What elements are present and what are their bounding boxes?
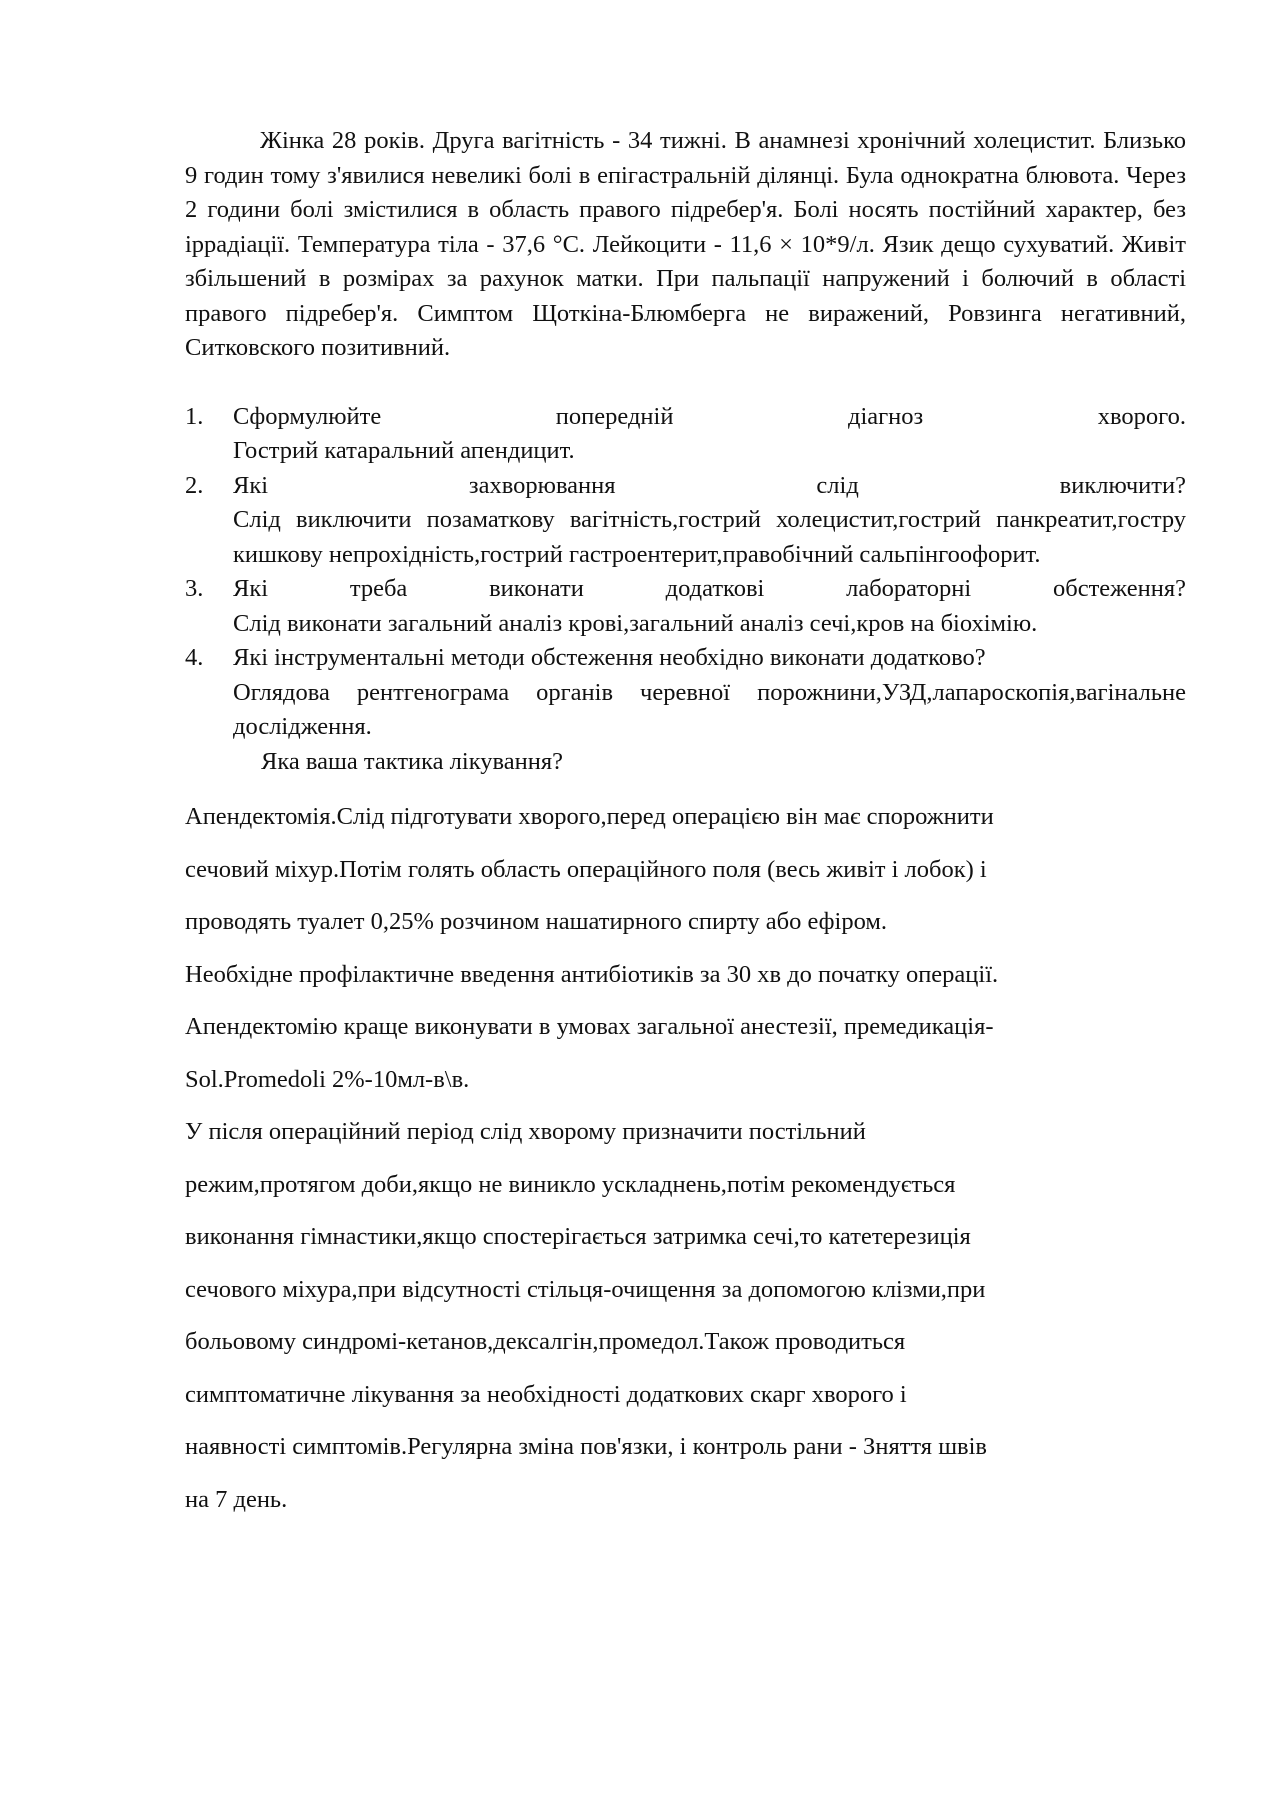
answer-text: Слід виключити позаматкову вагітність,гострий холецистит,гострий панкреатит,гостру кишкову непрохідність,гострий гастроентерит,правобічний сальпінгоофорит. (233, 506, 1186, 568)
question-text: Які захворювання слід виключити? (233, 471, 1186, 499)
question-text: Сформулюйте попередній діагноз хворого. (233, 402, 1186, 430)
treatment-line: на 7 день. (185, 1485, 288, 1513)
list-item (185, 641, 1186, 745)
item-number: 4. (185, 644, 204, 671)
treatment-line: сечовий міхур.Потім голять область операційного поля (весь живіт і лобок) і (185, 855, 987, 883)
treatment-line: Апендектомію краще виконувати в умовах загальної анестезії, премедикація- (185, 1013, 994, 1040)
treatment-line: наявності симптомів.Регулярна зміна пов'язки, і контроль рани - Зняття швів (185, 1433, 988, 1460)
treatment-line: Апендектомія.Слід підготувати хворого,перед операцією він має спорожнити (185, 803, 994, 830)
tactics-question: Яка ваша тактика лікування? (261, 747, 563, 775)
document-page (185, 124, 1186, 1526)
item-number: 1. (185, 402, 204, 430)
list-item (185, 572, 1186, 641)
answer-text: Оглядова рентгенограма органів черевної порожнини,УЗД,лапароскопія,вагінальне дослідження. (233, 678, 1186, 740)
treatment-line: сечового міхура,при відсутності стільця-очищення за допомогою клізми,при (185, 1275, 986, 1303)
treatment-line: Sol.Promedoli 2%-10мл-в\в. (185, 1065, 470, 1093)
treatment-line: режим,протягом доби,якщо не виникло ускладнень,потім рекомендується (185, 1170, 956, 1198)
treatment-line: проводять туалет 0,25% розчином нашатирного спирту або ефіром. (185, 908, 888, 935)
treatment-line: Необхідне профілактичне введення антибіотиків за 30 хв до початку операції. (185, 960, 999, 988)
treatment-plan (185, 791, 1186, 1526)
question-text: Які треба виконати додаткові лабораторні обстеження? (233, 575, 1186, 602)
item-number: 3. (185, 575, 204, 602)
question-text: Які інструментальні методи обстеження необхідно виконати додатково? (233, 644, 986, 671)
treatment-line: У після операційний період слід хворому призначити постільний (185, 1118, 866, 1145)
answer-text: Гострий катаральний апендицит. (233, 437, 575, 464)
answer-text: Слід виконати загальний аналіз крові,загальний аналіз сечі,кров на біохімію. (233, 609, 1038, 637)
list-item (185, 400, 1186, 469)
treatment-line: симптоматичне лікування за необхідності додаткових скарг хворого і (185, 1380, 907, 1408)
list-item (185, 469, 1186, 573)
item-number: 2. (185, 471, 204, 499)
questions-list (185, 400, 1186, 745)
case-description: Жінка 28 років. Друга вагітність - 34 тижні. В анамнезі хронічний холецистит. Близько 9 годин тому з'явилися невеликі болі в епігастральній ділянці. Була однократна блювота. Через 2 години болі змістилися в область правого підребер'я. Болі носять постійний характер, без іррадіації. Температура тіла - 37,6 °С. Лейкоцити - 11,6 × 10*9/л. Язик дещо сухуватий. Живіт збільшений в розмірах за рахунок матки. При пальпації напружений і болючий в області правого підребер'я. Симптом Щоткіна-Блюмберга не виражений, Ровзинга негативний, Ситковского позитивний. (185, 127, 1186, 361)
treatment-line: больовому синдромі-кетанов,дексалгін,промедол.Також проводиться (185, 1328, 906, 1355)
treatment-line: виконання гімнастики,якщо спостерігається затримка сечі,то катетерезиція (185, 1223, 971, 1250)
